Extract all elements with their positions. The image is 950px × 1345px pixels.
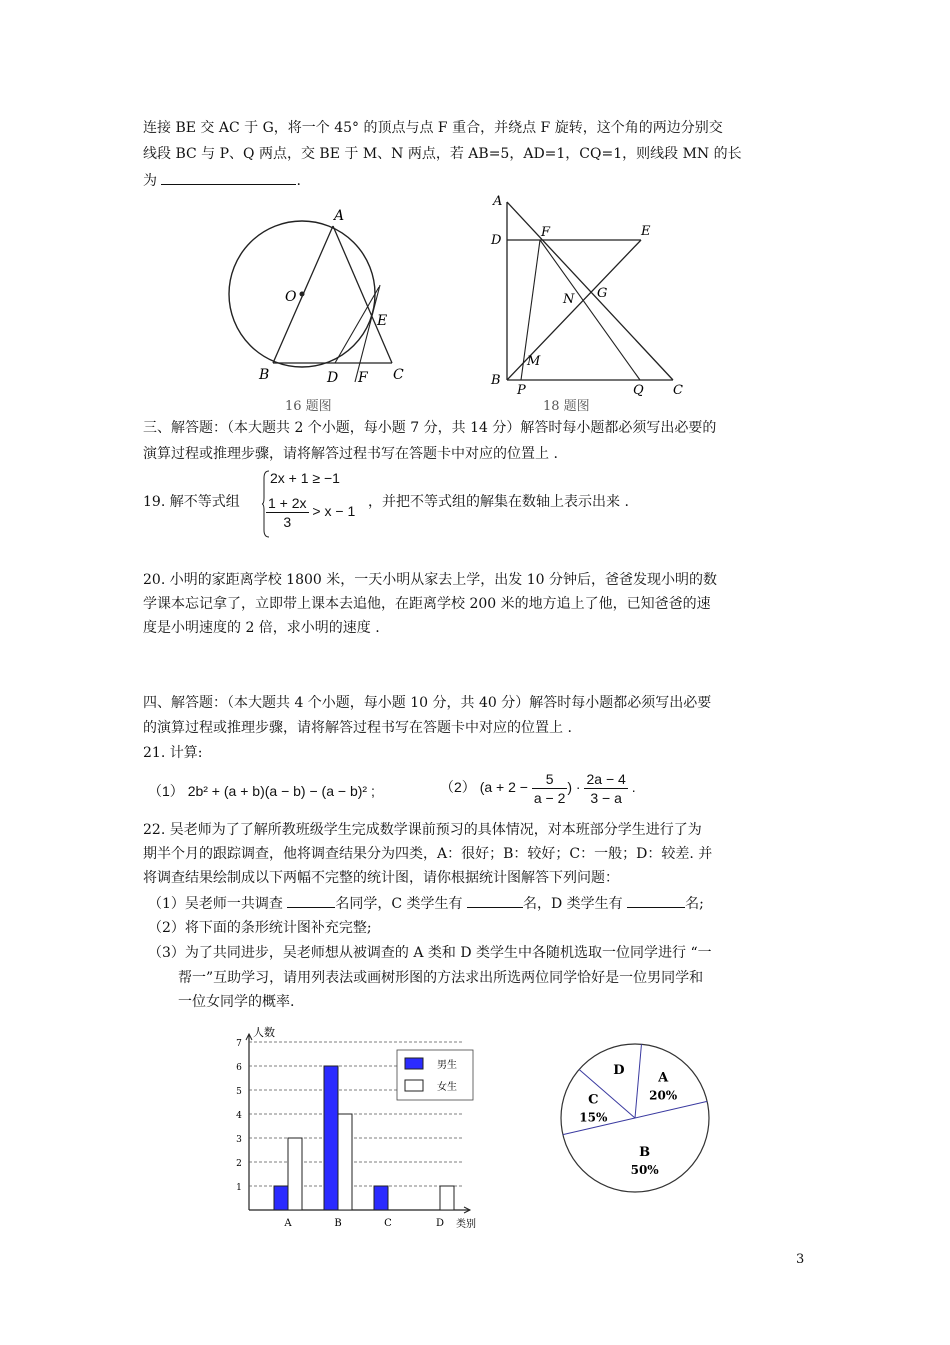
q21-p2-den1: a − 2 xyxy=(533,790,566,806)
fig16-label-b: B xyxy=(259,367,270,383)
bar-B-男生 xyxy=(324,1066,338,1210)
legend-swatch-女生 xyxy=(405,1080,423,1091)
fig16-label-a: A xyxy=(334,208,345,224)
x-tick-label: B xyxy=(334,1218,342,1229)
q18-line2: 线段 BC 与 P、Q 两点，交 BE 于 M、N 两点，若 AB=5，AD=1，CQ=1，则线段 MN 的长 xyxy=(143,146,742,162)
q20-line3: 度是小明速度的 2 倍，求小明的速度 . xyxy=(143,620,380,636)
page-number: 3 xyxy=(796,1252,805,1267)
q19-ineq2 xyxy=(266,494,355,531)
q22-s1-d: 名; xyxy=(685,896,704,912)
q22-line3: 将调查结果绘制成以下两幅不完整的统计图，请你根据统计图解答下列问题： xyxy=(143,870,619,886)
y-tick-label: 3 xyxy=(236,1135,242,1145)
q19-ineq2-num: 1 + 2x xyxy=(268,495,307,511)
answer-blank[interactable] xyxy=(161,170,296,185)
q22-sub3-line3: 一位女同学的概率. xyxy=(178,994,295,1010)
q22-sub3-line1: （3）为了共同进步，吴老师想从被调查的 A 类和 D 类学生中各随机选取一位同学进行 “一 xyxy=(148,945,712,961)
x-tick-label: A xyxy=(284,1218,292,1229)
q21-p2-label: （2） xyxy=(440,779,476,796)
bar-C-男生 xyxy=(374,1186,388,1210)
q21-part1 xyxy=(148,781,375,801)
q21-p1-expr: 2b² + (a + b)(a − b) − (a − b)² ; xyxy=(187,783,375,799)
section3-line2: 演算过程或推理步骤，请将解答过程书写在答题卡中对应的位置上 . xyxy=(143,446,558,462)
fig18-label-e: E xyxy=(641,224,651,239)
fig16-caption: 16 题图 xyxy=(285,399,332,414)
fig18-label-d: D xyxy=(491,233,502,248)
q20-line2: 学课本忘记拿了，立即带上课本去追他，在距离学校 200 米的地方追上了他，已知爸爸的速 xyxy=(143,596,711,612)
x-tick-label: D xyxy=(435,1218,445,1229)
y-axis-label: 人数 xyxy=(253,1026,275,1039)
bar-D-女生 xyxy=(440,1186,454,1210)
q22-s1-b: 名同学，C 类学生有 xyxy=(335,896,463,912)
bar-A-女生 xyxy=(288,1138,302,1210)
q22-sub1 xyxy=(148,893,704,914)
y-tick-label: 5 xyxy=(236,1087,242,1097)
q19-ineq2-rhs: > x − 1 xyxy=(312,503,356,520)
x-axis-label: 类别 xyxy=(456,1219,476,1230)
section4-line1: 四、解答题：（本大题共 4 个小题，每小题 10 分，共 40 分）解答时每小题都必须写出必要 xyxy=(143,695,712,711)
y-tick-label: 4 xyxy=(236,1111,242,1121)
fig18-label-p: P xyxy=(517,383,526,398)
section3-line1: 三、解答题：（本大题共 2 个小题，每小题 7 分，共 14 分）解答时每小题都必须写出必要的 xyxy=(143,420,717,436)
q19-label: 19. 解不等式组 xyxy=(143,494,240,510)
fig18-label-f: F xyxy=(541,225,551,240)
fig18-label-g: G xyxy=(597,286,608,301)
figure-18 xyxy=(485,190,695,415)
q21-p2-pre: (a + 2 − xyxy=(479,779,528,796)
answer-blank-total[interactable] xyxy=(287,893,335,908)
pie-slice-label-C: C xyxy=(588,1092,599,1108)
bar-B-女生 xyxy=(338,1114,352,1210)
pie-slice-label-A: A xyxy=(658,1070,669,1086)
fig18-label-n: N xyxy=(563,292,575,307)
fig18-label-c: C xyxy=(673,383,683,398)
q20-line1: 20. 小明的家距离学校 1800 米，一天小明从家去上学，出发 10 分钟后，爸爸发现小明的数 xyxy=(143,572,717,588)
q22-line2: 期半个月的跟踪调查，他将调查结果分为四类，A：很好；B：较好；C：一般；D：较差. 并 xyxy=(143,846,713,862)
answer-blank-c[interactable] xyxy=(467,893,523,908)
q19-ineq2-den: 3 xyxy=(283,514,292,530)
q22-sub2: （2）将下面的条形统计图补充完整; xyxy=(148,920,372,936)
y-tick-label: 7 xyxy=(236,1039,242,1049)
fig16-label-f: F xyxy=(358,370,368,386)
q18-line3-end: . xyxy=(296,173,301,189)
bar-A-男生 xyxy=(274,1186,288,1210)
pie-slice-label-B: B xyxy=(639,1144,651,1160)
bar-chart xyxy=(225,1020,515,1235)
q21-p2-mid: ) · xyxy=(567,779,581,796)
answer-blank-d[interactable] xyxy=(627,893,685,908)
q21-p2-num1: 5 xyxy=(532,770,568,789)
q21-part2 xyxy=(440,770,636,807)
q21-p2-num2: 2a − 4 xyxy=(586,771,626,787)
y-tick-label: 6 xyxy=(236,1063,242,1073)
q21-p2-end: . xyxy=(631,779,636,796)
pie-slice-label-D: D xyxy=(613,1063,625,1079)
pie-slice-pct-C: 15% xyxy=(579,1110,608,1125)
fig18-label-b: B xyxy=(491,373,501,388)
q22-s1-a: （1）吴老师一共调查 xyxy=(148,896,283,912)
q22-s1-c: 名，D 类学生有 xyxy=(523,896,623,912)
x-tick-label: C xyxy=(384,1218,392,1229)
fig18-label-m: M xyxy=(527,354,541,369)
fig18-caption: 18 题图 xyxy=(543,399,590,414)
fig16-label-d: D xyxy=(327,370,339,386)
q21-p1-label: （1） xyxy=(148,783,184,799)
fig16-label-o: O xyxy=(285,289,297,305)
q21-label: 21. 计算: xyxy=(143,745,203,761)
q21-p2-den2: 3 − a xyxy=(590,790,622,806)
section4-line2: 的演算过程或推理步骤，请将解答过程书写在答题卡中对应的位置上 . xyxy=(143,720,572,736)
q19-tail: ，并把不等式组的解集在数轴上表示出来 . xyxy=(368,494,629,510)
q22-sub3-line2: 帮一”互助学习，请用列表法或画树形图的方法求出所选两位同学恰好是一位男同学和 xyxy=(178,970,704,986)
q18-line3 xyxy=(143,170,301,191)
figure-16 xyxy=(225,200,425,420)
pie-slice-pct-B: 50% xyxy=(630,1162,659,1177)
y-tick-label: 1 xyxy=(236,1183,242,1193)
y-tick-label: 2 xyxy=(236,1159,242,1169)
legend-label: 女生 xyxy=(437,1082,457,1093)
fig16-label-e: E xyxy=(377,313,388,329)
pie-chart xyxy=(555,1030,720,1205)
legend-label: 男生 xyxy=(437,1060,457,1071)
q18-line3-text: 为 xyxy=(143,173,157,189)
fig18-label-q: Q xyxy=(633,383,644,398)
q18-line1: 连接 BE 交 AC 于 G，将一个 45° 的顶点与点 F 重合，并绕点 F 旋转，这个角的两边分别交 xyxy=(143,120,723,136)
legend-swatch-男生 xyxy=(405,1058,423,1069)
q19-ineq1: 2x + 1 ≥ −1 xyxy=(270,470,340,486)
fig18-label-a: A xyxy=(493,194,503,209)
fig16-label-c: C xyxy=(393,367,404,383)
pie-slice-pct-A: 20% xyxy=(649,1088,678,1103)
q22-line1: 22. 吴老师为了了解所教班级学生完成数学课前预习的具体情况，对本班部分学生进行了为 xyxy=(143,822,702,838)
